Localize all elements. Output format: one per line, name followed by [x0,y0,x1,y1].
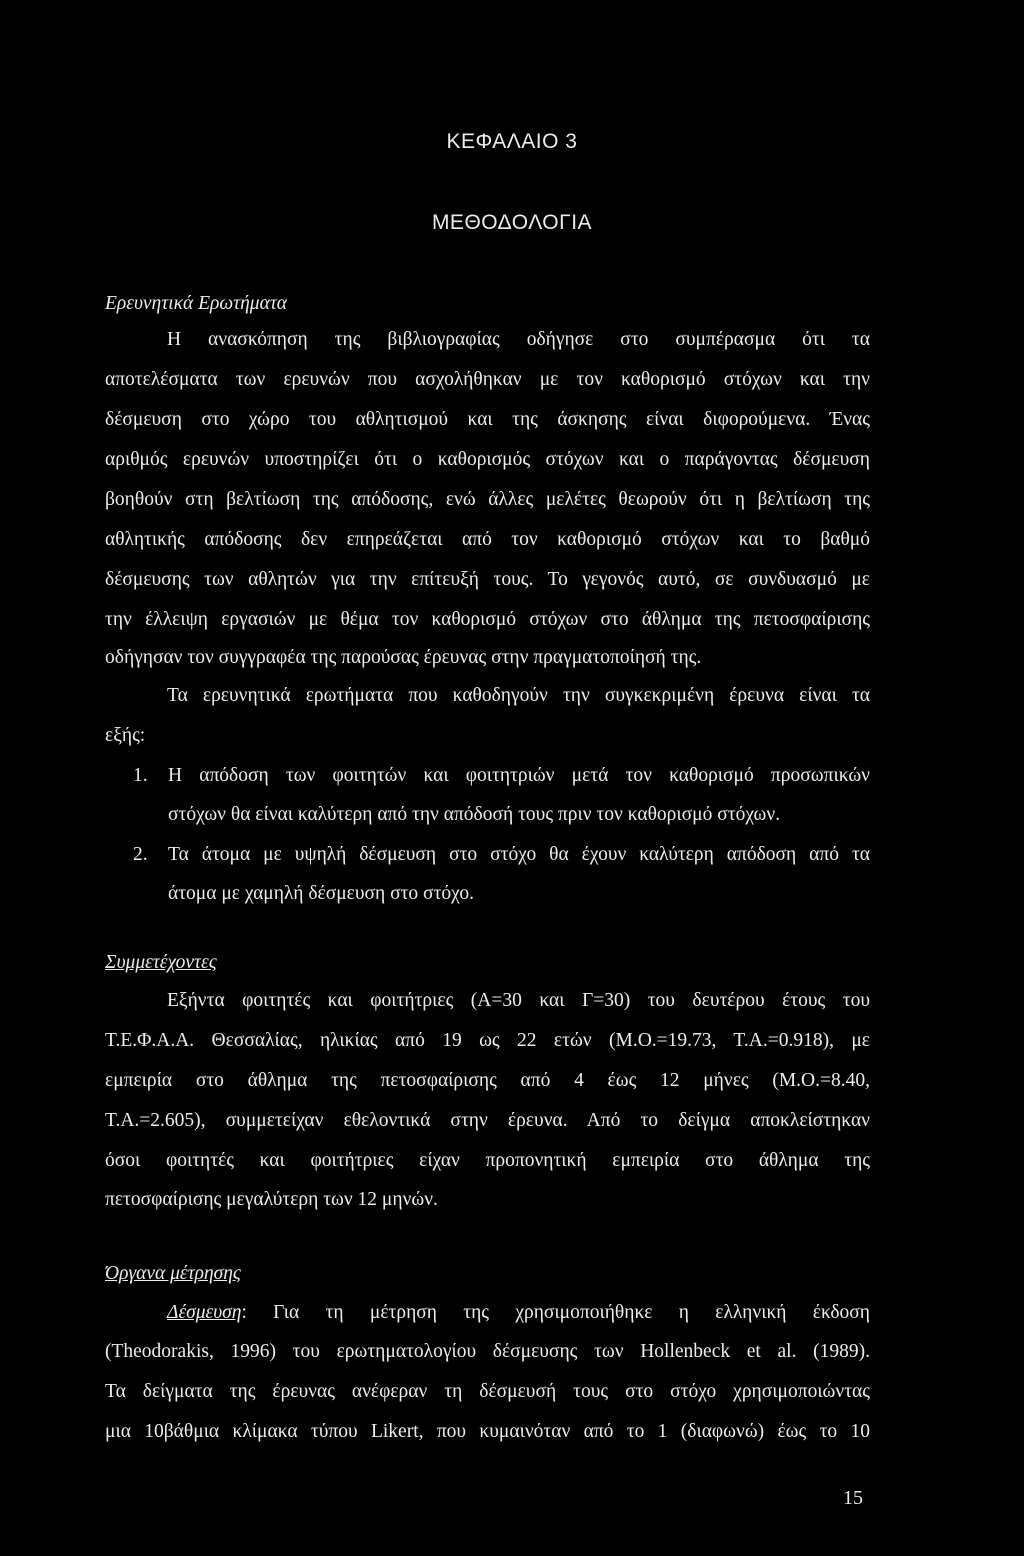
sub-label-commitment: Δέσμευση [167,1302,242,1323]
paragraph-line: δέσμευσης των αθλητών για την επίτευξή τους. Το γεγονός αυτό, σε συνδυασμό με [105,569,870,590]
paragraph-line-rest: : Για τη μέτρηση της χρησιμοποιήθηκε η ελληνική έκδοση [241,1302,870,1323]
section-heading-participants: Συμμετέχοντες [105,952,217,973]
paragraph-line: Τ.Ε.Φ.Α.Α. Θεσσαλίας, ηλικίας από 19 ως 22 ετών (Μ.Ο.=19.73, Τ.Α.=0.918), με [105,1030,870,1051]
paragraph-line-first [167,1300,870,1326]
paragraph-line: μια 10βάθμια κλίμακα τύπου Likert, που κυμαινόταν από το 1 (διαφωνώ) έως το 10 [105,1421,870,1442]
paragraph-line: Εξήντα φοιτητές και φοιτήτριες (Α=30 και Γ=30) του δευτέρου έτους του [167,990,870,1011]
paragraph-line: αθλητικής απόδοσης δεν επηρεάζεται από τον καθορισμό στόχων και το βαθμό [105,529,870,550]
list-item-line: στόχων θα είναι καλύτερη από την απόδοσή τους πριν τον καθορισμό στόχων. [168,804,781,825]
paragraph-line: αριθμός ερευνών υποστηρίζει ότι ο καθορισμός στόχων και ο παράγοντας δέσμευση [105,449,870,470]
paragraph-line: πετοσφαίρισης μεγαλύτερη των 12 μηνών. [105,1189,438,1210]
chapter-label: ΚΕΦΑΛΑΙΟ 3 [446,130,578,153]
section-heading-research-questions: Ερευνητικά Ερωτήματα [105,293,288,314]
paragraph-line: βοηθούν στη βελτίωση της απόδοσης, ενώ άλλες μελέτες θεωρούν ότι η βελτίωση της [105,489,870,510]
paragraph-line: όσοι φοιτητές και φοιτήτριες είχαν προπονητική εμπειρία στο άθλημα της [105,1150,870,1171]
intro-end: εξής: [105,725,146,746]
section-heading-instruments: Όργανα μέτρησης [105,1263,241,1284]
paragraph-line: αποτελέσματα των ερευνών που ασχολήθηκαν με τον καθορισμό στόχων και την [105,369,870,390]
list-item-line: Η απόδοση των φοιτητών και φοιτητριών μετά τον καθορισμό προσωπικών [168,765,870,786]
page-title: ΜΕΘΟΔΟΛΟΓΙΑ [431,211,593,234]
paragraph-line: Τ.Α.=2.605), συμμετείχαν εθελοντικά στην έρευνα. Από το δείγμα αποκλείστηκαν [105,1110,870,1131]
list-item-line: Τα άτομα με υψηλή δέσμευση στο στόχο θα έχουν καλύτερη απόδοση από τα [168,844,870,865]
paragraph-line: (Theodorakis, 1996) του ερωτηματολογίου δέσμευσης των Hollenbeck et al. (1989). [105,1341,870,1362]
paragraph-line: Τα δείγματα της έρευνας ανέφεραν τη δέσμευσή τους στο στόχο χρησιμοποιώντας [105,1381,870,1402]
intro-line: Τα ερευνητικά ερωτήματα που καθοδηγούν την συγκεκριμένη έρευνα είναι τα [167,685,870,706]
paragraph-line: εμπειρία στο άθλημα της πετοσφαίρισης από 4 έως 12 μήνες (Μ.Ο.=8.40, [105,1070,870,1091]
paragraph-line: την έλλειψη εργασιών με θέμα τον καθορισμό στόχων στο άθλημα της πετοσφαίρισης [105,609,870,630]
paragraph-line: δέσμευση στο χώρο του αθλητισμού και της άσκησης είναι διφορούμενα. Ένας [105,409,870,430]
paragraph-line: οδήγησαν τον συγγραφέα της παρούσας έρευνας στην πραγματοποίησή της. [105,647,702,668]
list-item-line: άτομα με χαμηλή δέσμευση στο στόχο. [168,883,475,904]
paragraph-line: Η ανασκόπηση της βιβλιογραφίας οδήγησε στο συμπέρασμα ότι τα [167,329,870,350]
list-item-number: 1. [133,765,148,786]
list-item-number: 2. [133,844,148,865]
page-number: 15 [843,1487,863,1509]
